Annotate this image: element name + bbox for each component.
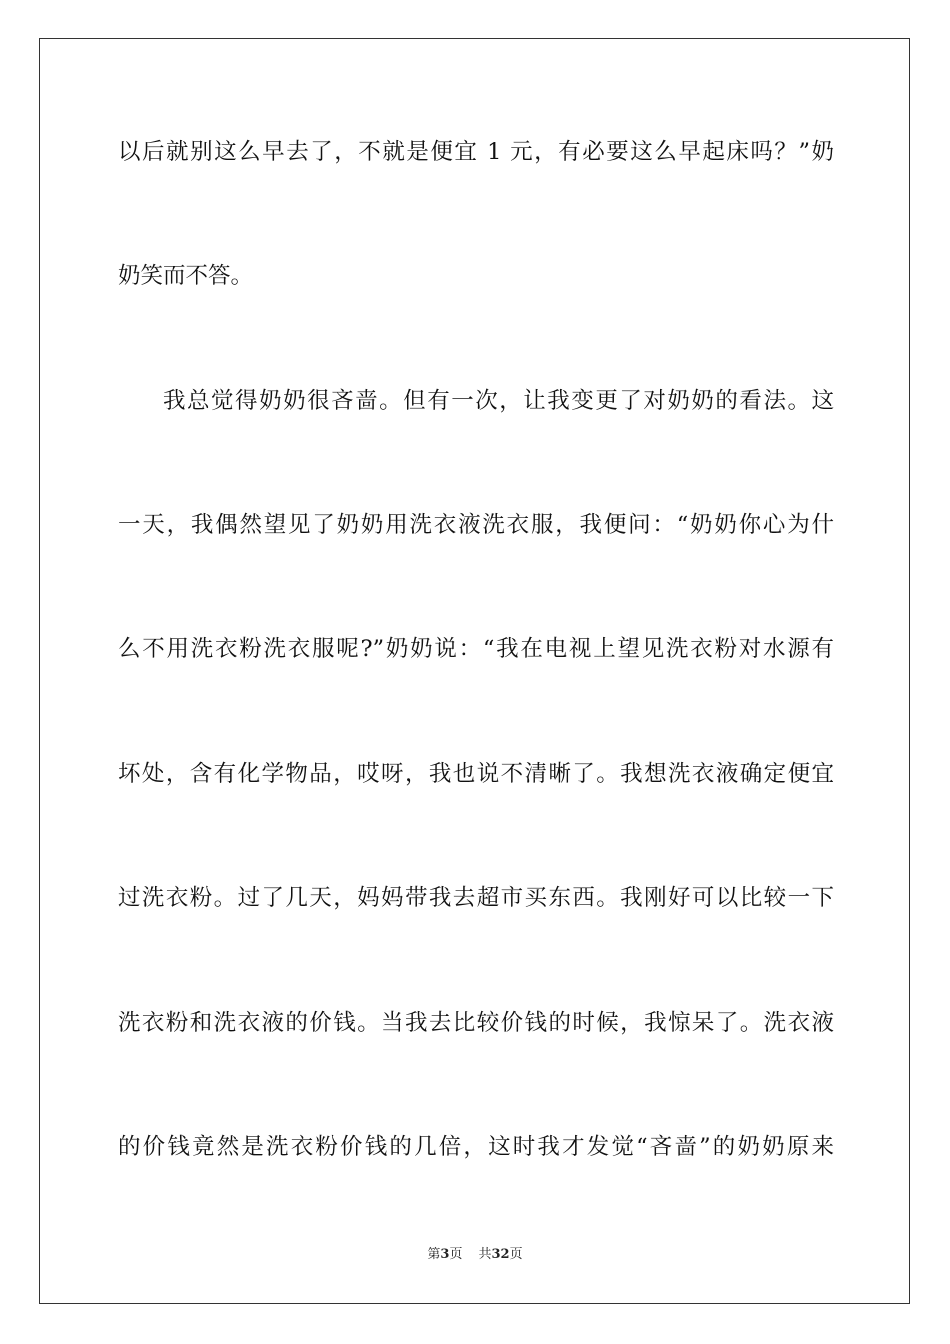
page-suffix: 页 [449,1247,463,1262]
text-line-1: 以后就别这么早去了，不就是便宜 1 元，有必要这么早起床吗？”奶 [118,139,834,165]
text-line-7: 过洗衣粉。过了几天，妈妈带我去超市买东西。我刚好可以比较一下 [118,885,834,911]
current-page-number: 3 [440,1247,450,1262]
text-line-2: 奶笑而不答。 [118,263,254,289]
page-prefix: 第 [427,1247,441,1262]
total-prefix: 共 [478,1247,492,1262]
paragraph-start-line: 我总觉得奶奶很吝啬。但有一次，让我变更了对奶奶的看法。这 [163,388,834,414]
text-line-8: 洗衣粉和洗衣液的价钱。当我去比较价钱的时候，我惊呆了。洗衣液 [118,1010,834,1036]
total-suffix: 页 [509,1247,523,1262]
text-line-9: 的价钱竟然是洗衣粉价钱的几倍，这时我才发觉“吝啬”的奶奶原来 [118,1134,834,1160]
total-pages-number: 32 [491,1247,510,1262]
text-line-4: 一天，我偶然望见了奶奶用洗衣液洗衣服，我便问：“奶奶你心为什 [118,512,834,538]
page-border [39,38,910,1304]
text-line-5: 么不用洗衣粉洗衣服呢?”奶奶说：“我在电视上望见洗衣粉对水源有 [118,636,834,662]
page-footer [0,1245,950,1265]
text-line-6: 坏处，含有化学物品，哎呀，我也说不清晰了。我想洗衣液确定便宜 [118,761,834,787]
